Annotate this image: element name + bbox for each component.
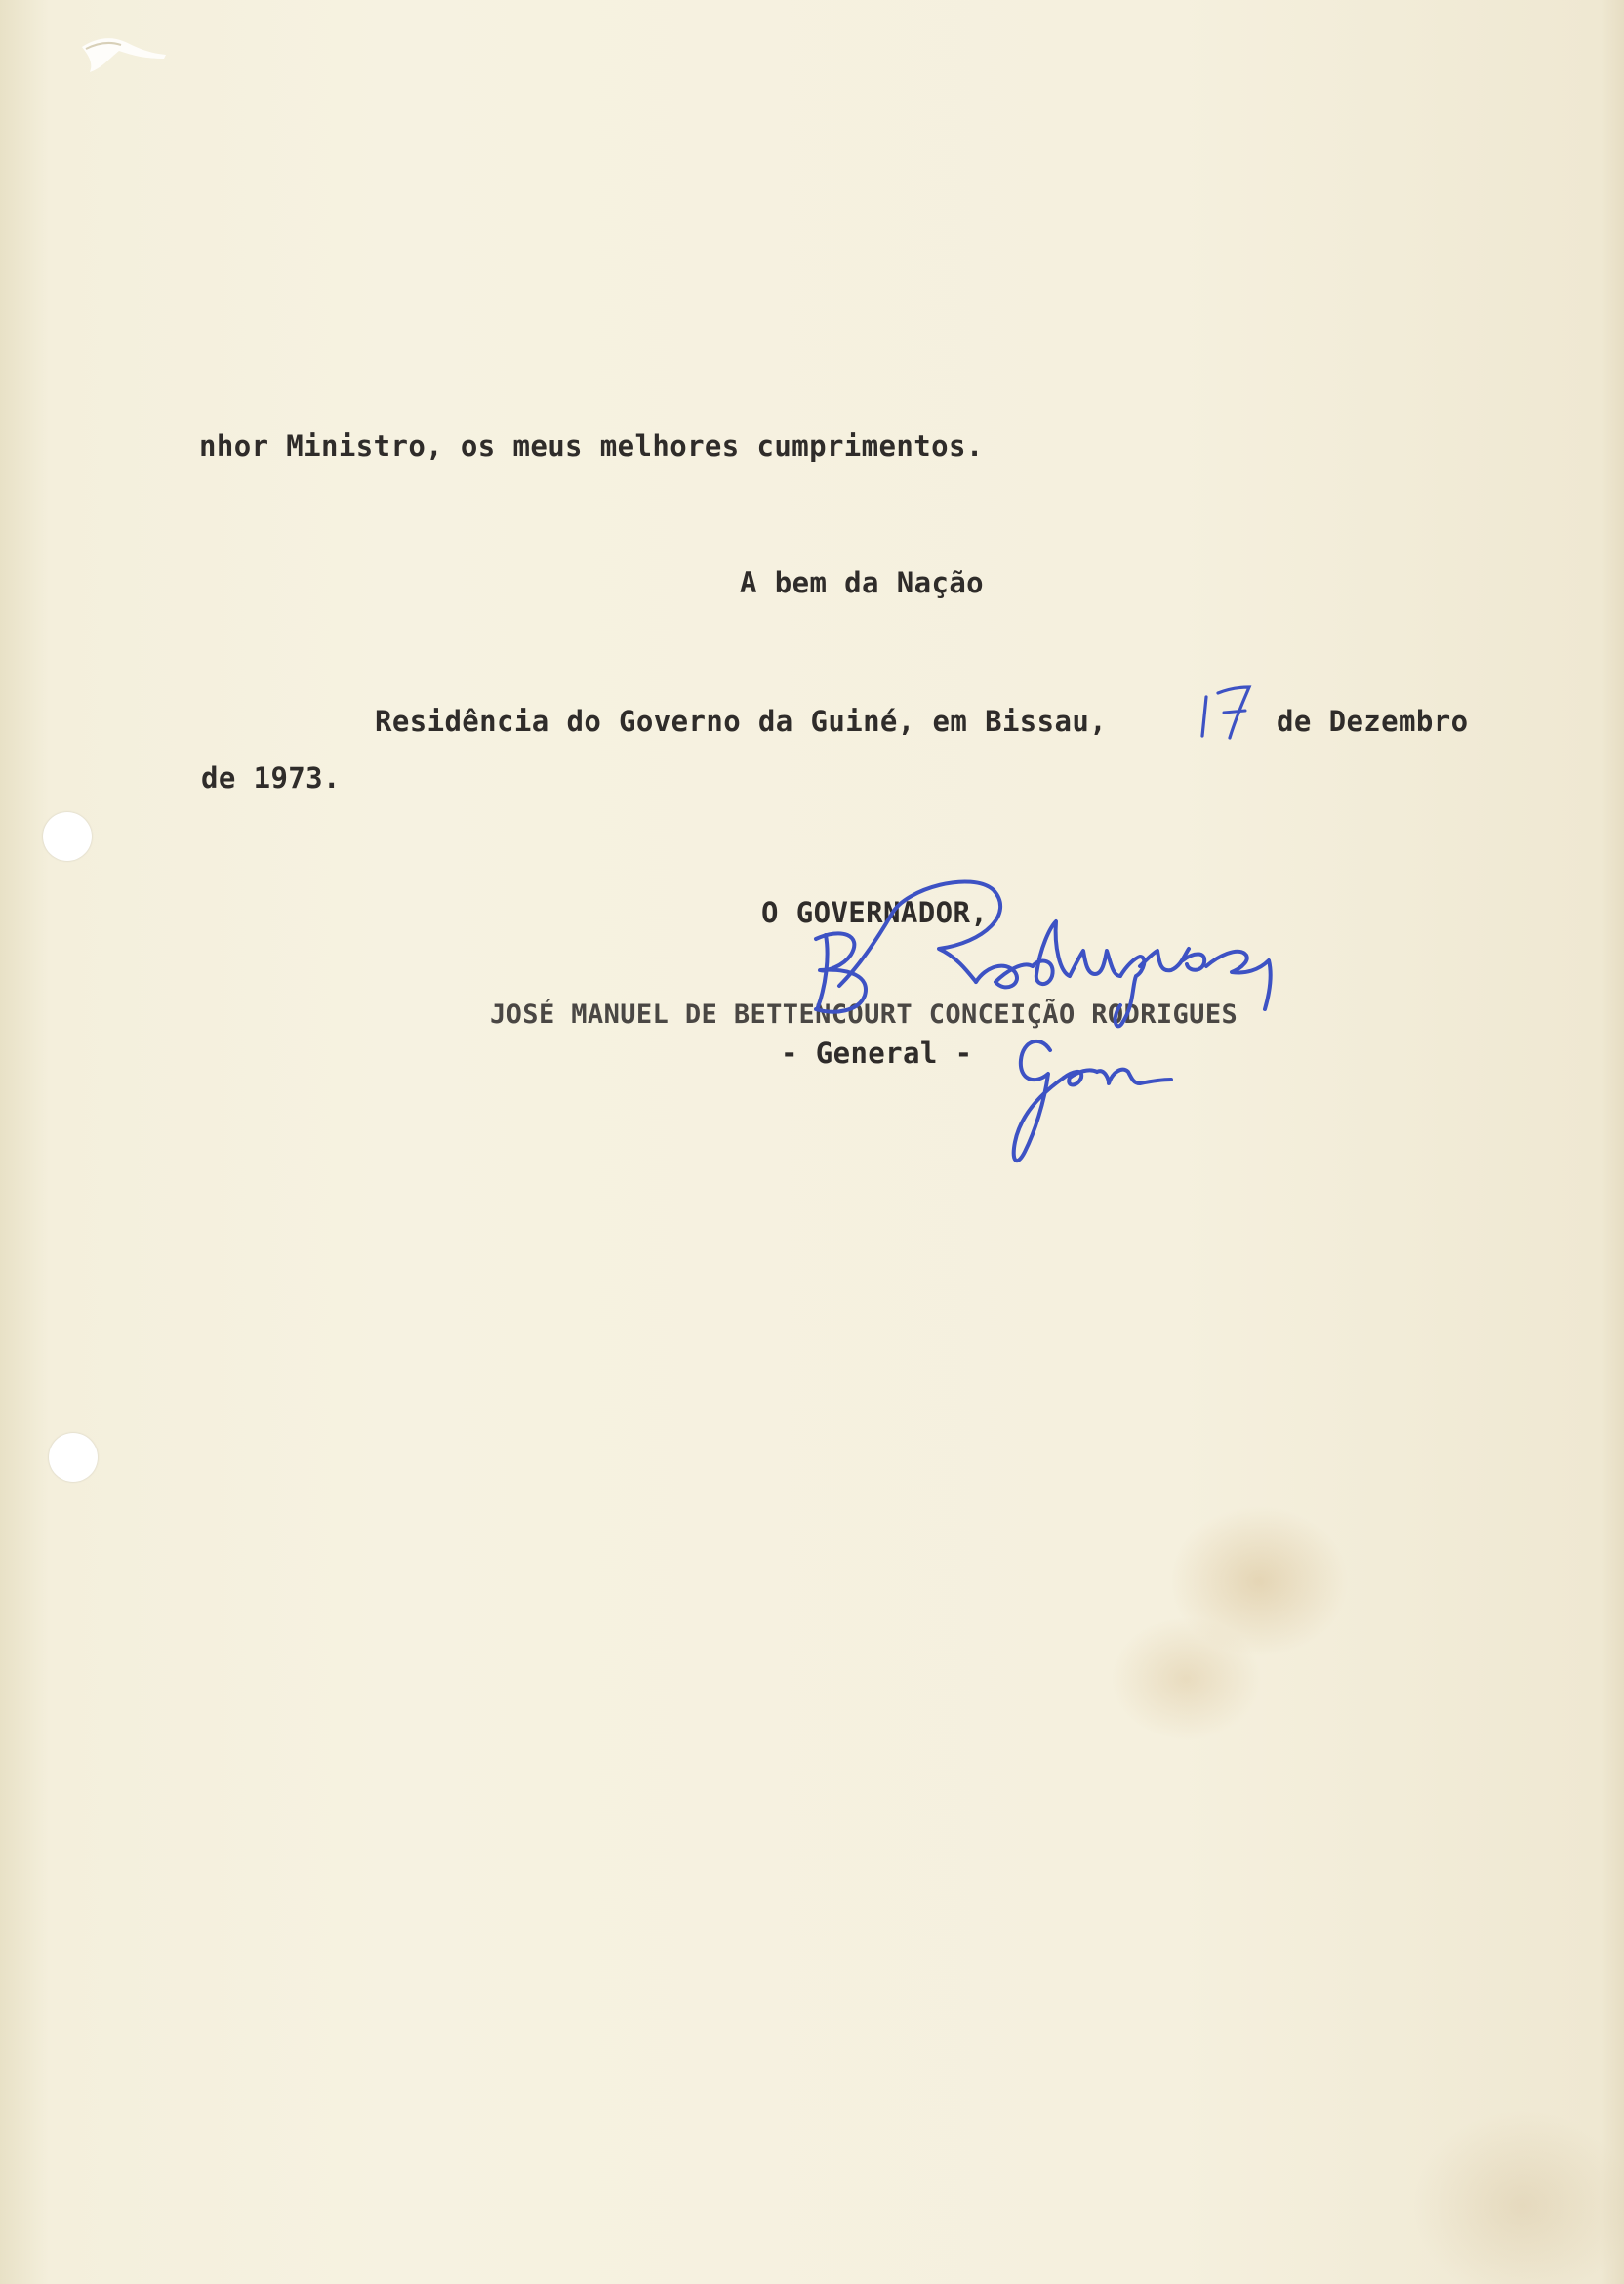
punch-hole-lower — [49, 1433, 98, 1482]
signatory-rank: - General - — [781, 1037, 973, 1070]
closing-line: nhor Ministro, os meus melhores cumprimentos. — [199, 429, 984, 463]
place-date-part1: Residência do Governo da Guiné, em Bissau, — [375, 705, 1108, 738]
torn-corner-mark — [80, 33, 168, 76]
place-date-part2: de Dezembro — [1277, 705, 1469, 738]
salutation: A bem da Nação — [740, 566, 985, 599]
year-line: de 1973. — [201, 761, 341, 795]
handwritten-day — [1198, 683, 1257, 740]
signatory-name: JOSÉ MANUEL DE BETTENCOURT CONCEIÇÃO RODRIGUES — [490, 999, 1238, 1030]
punch-hole-upper — [43, 812, 92, 861]
signatory-title: O GOVERNADOR, — [761, 896, 989, 929]
